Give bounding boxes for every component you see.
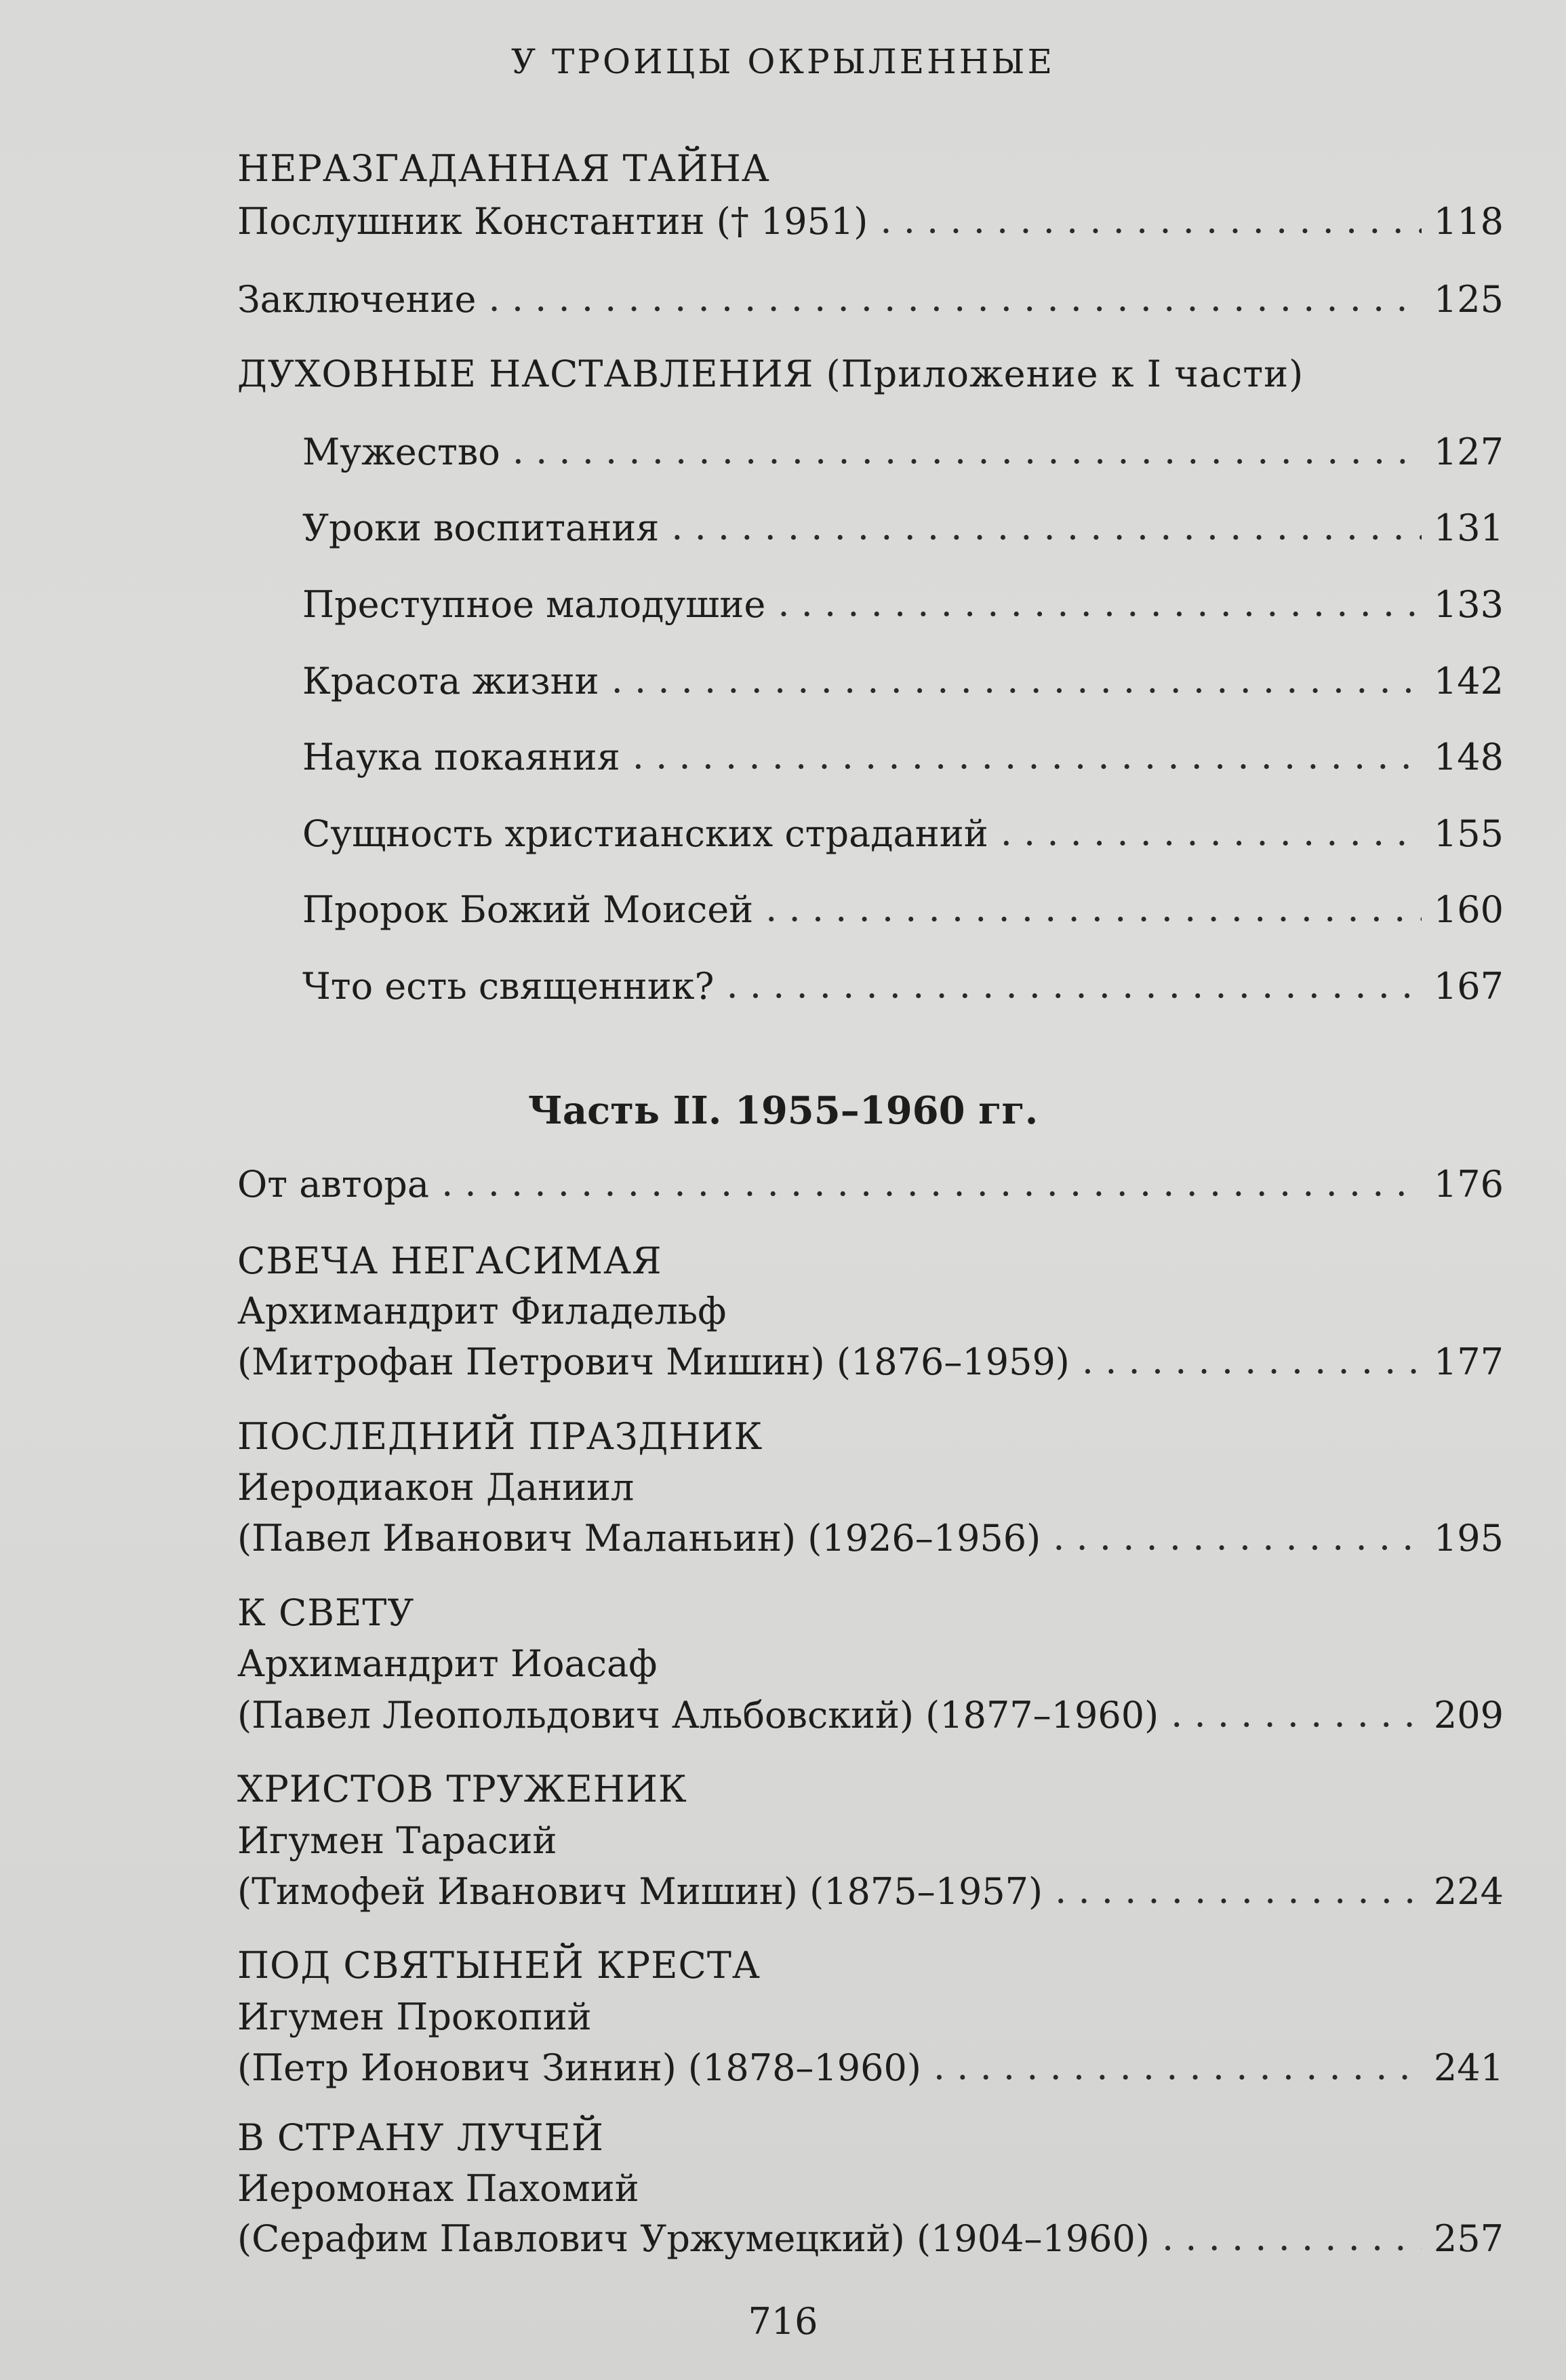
toc-entry[interactable] [237,1517,1504,1560]
toc-entry-title: Что есть священник? [302,965,715,1008]
toc-entry-title: Красота жизни [302,660,599,702]
toc-entry-title: Послушник Константин († 1951) [237,200,868,243]
toc-entry-title: От автора [237,1163,430,1206]
toc-entry-page: 125 [1433,278,1504,321]
toc-entry-page: 195 [1433,1517,1504,1560]
toc-entry-title: Наука покаяния [302,736,620,778]
toc-entry-page: 118 [1433,200,1504,243]
dot-leader [513,433,1422,469]
section-person: Игумен Прокопий [237,1996,592,2038]
part-title: Часть II. 1955–1960 гг. [527,1088,1039,1133]
toc-entry[interactable] [302,660,1504,702]
toc-entry-page: 148 [1433,736,1504,778]
toc-entry-title: Уроки воспитания [302,507,660,549]
toc-entry[interactable] [302,812,1504,855]
page-number: 716 [748,2300,818,2343]
toc-entry-page: 133 [1433,583,1504,626]
dot-leader [633,738,1422,774]
section-person: Архимандрит Иоасаф [237,1642,658,1685]
section-person: Игумен Тарасий [237,1819,557,1862]
section-heading: ДУХОВНЫЕ НАСТАВЛЕНИЯ (Приложение к I части) [237,353,1304,395]
section-heading: В СТРАНУ ЛУЧЕЙ [237,2116,605,2159]
toc-entry-title: (Павел Леопольдович Альбовский) (1877–1960) [237,1694,1159,1737]
toc-entry-title: Преступное малодушие [302,583,766,626]
toc-entry-page: 155 [1433,812,1504,855]
dot-leader [880,202,1422,239]
dot-leader [1162,2219,1422,2256]
toc-entry-title: (Серафим Павлович Уржумецкий) (1904–1960) [237,2217,1150,2260]
section-heading: НЕРАЗГАДАННАЯ ТАЙНА [237,147,770,190]
section-heading: К СВЕТУ [237,1591,415,1634]
dot-leader [765,890,1422,927]
toc-entry[interactable] [302,965,1504,1008]
toc-entry[interactable] [302,583,1504,626]
toc-entry-page: 224 [1433,1870,1504,1913]
toc-entry-page: 177 [1433,1341,1504,1383]
toc-entry[interactable] [237,200,1504,243]
toc-entry[interactable] [237,2217,1504,2260]
dot-leader [1082,1343,1422,1379]
toc-entry-page: 241 [1433,2046,1504,2089]
dot-leader [1001,814,1422,851]
toc-entry[interactable] [302,736,1504,778]
dot-leader [671,509,1422,545]
toc-entry[interactable] [237,1870,1504,1913]
section-person: Архимандрит Филадельф [237,1290,727,1332]
toc-entry[interactable] [302,507,1504,549]
dot-leader [1053,1519,1422,1555]
toc-entry-page: 131 [1433,507,1504,549]
dot-leader [1171,1696,1422,1732]
toc-entry[interactable] [237,1694,1504,1737]
dot-leader [933,2048,1422,2085]
running-header: У ТРОИЦЫ ОКРЫЛЕННЫЕ [511,42,1055,81]
toc-entry-title: Заключение [237,278,477,321]
section-person: Иеромонах Пахомий [237,2167,639,2210]
section-heading: ПОСЛЕДНИЙ ПРАЗДНИК [237,1415,763,1458]
toc-entry-page: 127 [1433,431,1504,473]
toc-entry-title: (Павел Иванович Маланьин) (1926–1956) [237,1517,1041,1560]
toc-entry[interactable] [302,431,1504,473]
toc-entry-page: 257 [1433,2217,1504,2260]
dot-leader [611,662,1422,698]
toc-entry[interactable] [302,888,1504,931]
dot-leader [778,585,1422,622]
toc-entry-title: (Митрофан Петрович Мишин) (1876–1959) [237,1341,1070,1383]
toc-entry-page: 142 [1433,660,1504,702]
dot-leader [489,280,1422,317]
toc-entry-page: 176 [1433,1163,1504,1206]
dot-leader [1055,1872,1422,1909]
toc-entry[interactable] [237,1163,1504,1206]
dot-leader [441,1165,1422,1202]
section-heading: ХРИСТОВ ТРУЖЕНИК [237,1768,687,1810]
toc-entry[interactable] [237,1341,1504,1383]
section-person: Иеродиакон Даниил [237,1466,635,1509]
section-heading: ПОД СВЯТЫНЕЙ КРЕСТА [237,1944,761,1987]
toc-entry-title: Мужество [302,431,500,473]
section-heading: СВЕЧА НЕГАСИМАЯ [237,1239,662,1282]
toc-entry-title: (Петр Ионович Зинин) (1878–1960) [237,2046,921,2089]
toc-entry-page: 209 [1433,1694,1504,1737]
toc-entry-title: Пророк Божий Моисей [302,888,754,931]
dot-leader [726,967,1421,1004]
toc-entry[interactable] [237,278,1504,321]
toc-entry-page: 160 [1433,888,1504,931]
toc-entry[interactable] [237,2046,1504,2089]
toc-entry-title: (Тимофей Иванович Мишин) (1875–1957) [237,1870,1043,1913]
toc-entry-title: Сущность христианских страданий [302,812,988,855]
toc-entry-page: 167 [1433,965,1504,1008]
